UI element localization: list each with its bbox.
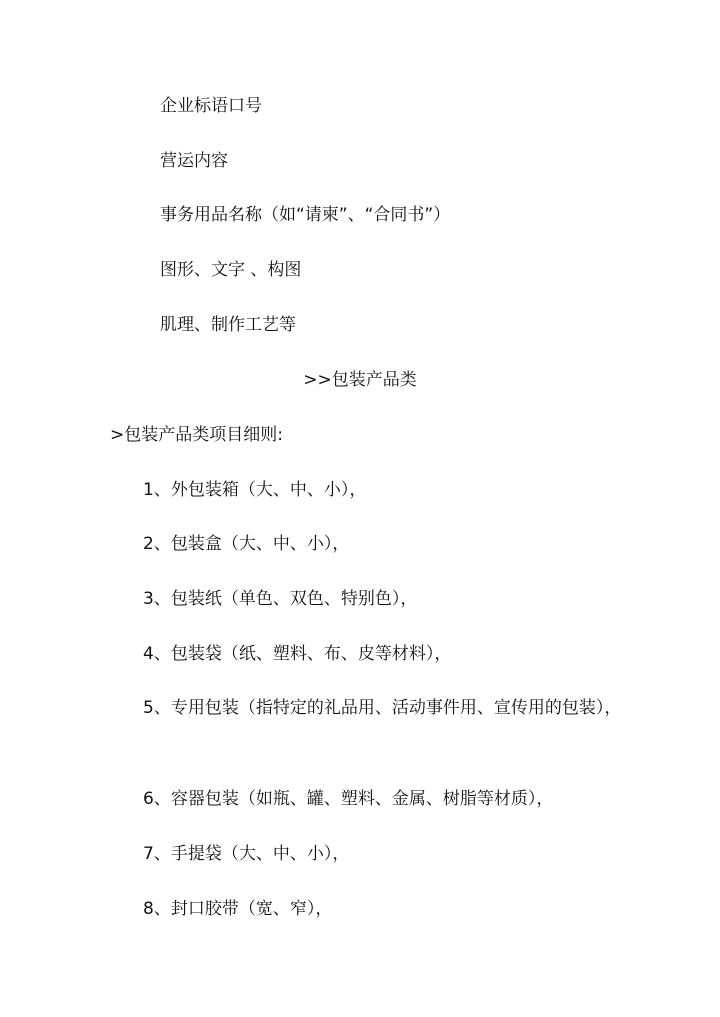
topic-line-slogan: 企业标语口号 [160,96,262,116]
list-item: 6、容器包装（如瓶、罐、塑料、金属、树脂等材质）， [143,789,554,809]
section-title: >>包装产品类 [303,370,417,390]
list-item: 3、包装纸（单色、双色、特别色）， [143,589,418,609]
list-item: 2、包装盒（大、中、小）， [143,534,350,554]
list-item: 1、外包装箱（大、中、小）， [143,480,367,500]
list-item: 8、封口胶带（宽、窄）， [143,899,333,919]
topic-line-graphics: 图形、文字 、构图 [160,260,302,280]
list-item: 5、专用包装（指特定的礼品用、活动事件用、宣传用的包装）， [143,698,622,718]
list-item: 7、手提袋（大、中、小）， [143,844,350,864]
topic-line-operations: 营运内容 [160,151,228,171]
list-item: 4、包装袋（纸、塑料、布、皮等材料）， [143,644,452,664]
section-intro: >包装产品类项目细则: [110,425,283,445]
topic-line-texture: 肌理、制作工艺等 [160,315,296,335]
topic-line-office-supplies: 事务用品名称（如“请柬”、“合同书”） [160,205,451,225]
